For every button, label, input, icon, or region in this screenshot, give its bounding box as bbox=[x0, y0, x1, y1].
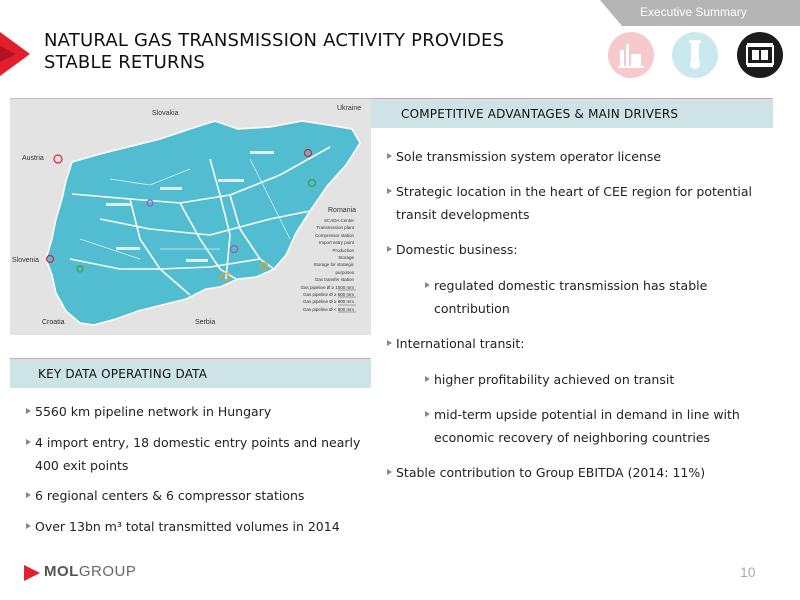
bullet-arrow-icon bbox=[26, 439, 31, 445]
bullet-arrow-icon bbox=[387, 153, 392, 159]
mol-group-logo: MOLGROUP bbox=[24, 563, 164, 581]
bullet-midterm-upside: mid-term upside potential in demand in line with economic recovery of neighboring countries bbox=[425, 403, 795, 449]
bullet-arrow-icon bbox=[387, 469, 392, 475]
key-data-header: KEY DATA OPERATING DATA bbox=[10, 358, 371, 388]
map-label-slovenia: Slovenia bbox=[12, 257, 39, 264]
bullet-arrow-icon bbox=[26, 523, 31, 529]
bullet-sole-operator: Sole transmission system operator license bbox=[387, 145, 787, 168]
section-tab-label: Executive Summary bbox=[640, 5, 747, 19]
bullet-transmitted-volumes: Over 13bn m³ total transmitted volumes in 2014 bbox=[26, 515, 376, 538]
bullet-strategic-location: Strategic location in the heart of CEE region for potential transit developments bbox=[387, 180, 787, 226]
map-label-slovakia: Slovakia bbox=[152, 110, 179, 117]
map-legend: SCADA Center Transmission plant Compressor station Import entry point Production Storage Storage for strategic purposes Gas transfer station Gas pipeline Ø ≥ 1000 mm Gas pipeline Ø ≥ 600 mm Gas pipeline Ø ≥ 800 mm Gas pipeline Ø < 800 mm bbox=[300, 218, 354, 312]
bullet-regional-centers: 6 regional centers & 6 compressor stations bbox=[26, 484, 376, 507]
test-tube-icon bbox=[672, 32, 718, 78]
bullet-arrow-icon bbox=[387, 246, 392, 252]
bullet-arrow-icon bbox=[425, 282, 430, 288]
bullet-domestic-business: Domestic business: bbox=[387, 238, 787, 261]
map-label-ukraine: Ukraine bbox=[337, 105, 362, 112]
bullet-arrow-icon bbox=[425, 376, 430, 382]
competitive-advantages-header: COMPETITIVE ADVANTAGES & MAIN DRIVERS bbox=[371, 98, 773, 128]
bullet-arrow-icon bbox=[425, 411, 430, 417]
map-label-romania: Romania bbox=[328, 207, 357, 214]
bullet-arrow-icon bbox=[26, 492, 31, 498]
bullet-higher-profitability: higher profitability achieved on transit bbox=[425, 368, 785, 391]
refinery-icon bbox=[608, 32, 654, 78]
page-title bbox=[44, 30, 584, 74]
bullet-stable-contribution: Stable contribution to Group EBITDA (2014: 11%) bbox=[387, 461, 787, 484]
title-line-1: NATURAL GAS TRANSMISSION ACTIVITY PROVIDES bbox=[44, 30, 505, 51]
page-number: 10 bbox=[740, 564, 756, 580]
bullet-arrow-icon bbox=[387, 188, 392, 194]
bullet-regulated-domestic: regulated domestic transmission has stable contribution bbox=[425, 274, 785, 320]
bullet-arrow-icon bbox=[387, 340, 392, 346]
mol-logo-icon bbox=[24, 565, 40, 581]
film-icon bbox=[737, 32, 783, 78]
pipeline-map bbox=[10, 98, 371, 335]
bullet-entry-points: 4 import entry, 18 domestic entry points and nearly 400 exit points bbox=[26, 431, 376, 477]
section-tab bbox=[600, 0, 800, 26]
map-label-austria: Austria bbox=[22, 155, 44, 162]
bullet-arrow-icon bbox=[26, 408, 31, 414]
title-line-2: STABLE RETURNS bbox=[44, 52, 206, 73]
red-marker-icon bbox=[0, 32, 30, 76]
map-label-serbia: Serbia bbox=[195, 319, 216, 326]
map-label-croatia: Croatia bbox=[42, 319, 65, 326]
bullet-pipeline-network: 5560 km pipeline network in Hungary bbox=[26, 400, 376, 423]
bullet-international-transit: International transit: bbox=[387, 332, 787, 355]
